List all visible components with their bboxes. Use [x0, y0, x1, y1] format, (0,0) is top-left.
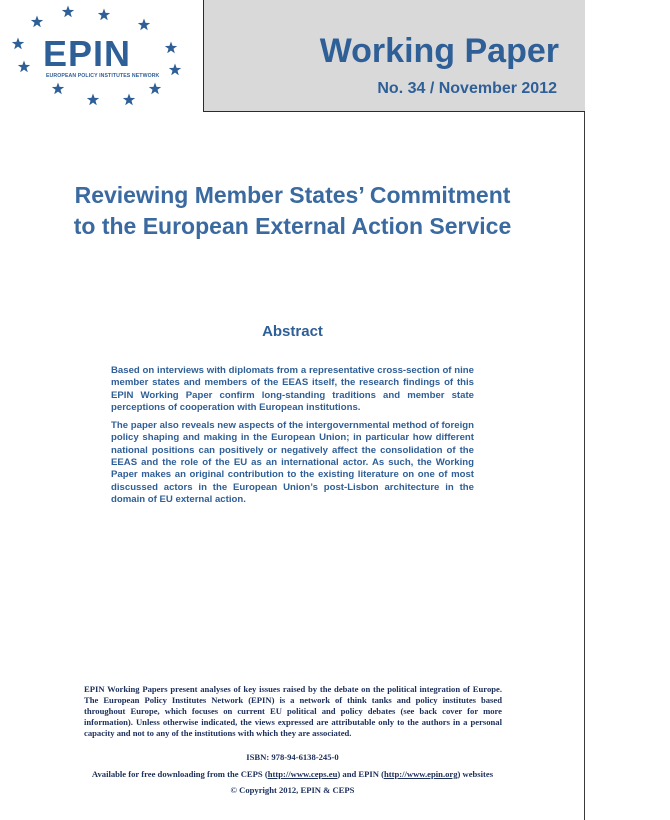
star-icon	[18, 61, 30, 73]
ceps-link[interactable]: http://www.ceps.eu	[267, 769, 338, 779]
abstract-heading: Abstract	[262, 323, 323, 340]
abstract-body	[111, 365, 474, 512]
star-icon	[12, 38, 24, 50]
star-icon	[52, 83, 64, 95]
paper-title-line: Reviewing Member States’ Commitment	[74, 182, 511, 208]
star-icon	[87, 94, 99, 106]
abstract-paragraph: The paper also reveals new aspects of the intergovernmental method of foreign policy shaping and making in the European Union; in particular how different national positions can positively or negatively affect the consolidation of the EEAS and the role of the EU as an international actor. As such, the Working Paper makes an original contribution to the existing literature on one of most discussed actors in the European Union’s post-Lisbon architecture in the domain of EU external action.	[111, 420, 474, 505]
star-icon	[31, 16, 43, 28]
availability-text: ) and EPIN (	[337, 769, 384, 779]
page-header	[0, 0, 585, 112]
isbn: ISBN: 978-94-6138-245-0	[246, 752, 339, 762]
epin-link[interactable]: http://www.epin.org	[383, 769, 458, 779]
logo-wordmark: EPIN	[43, 33, 132, 74]
series-title-box	[204, 0, 585, 111]
epin-logo	[0, 0, 204, 112]
issue-number: No. 34 / November 2012	[377, 80, 557, 97]
paper-title	[0, 180, 585, 242]
star-icon	[123, 94, 135, 106]
availability-text: Available for free downloading from the CEPS (	[91, 769, 268, 779]
logo-subtitle: EUROPEAN POLICY INSTITUTES NETWORK	[46, 73, 160, 79]
star-icon	[98, 9, 110, 21]
star-icon	[169, 64, 181, 76]
series-description: EPIN Working Papers present analyses of key issues raised by the debate on the political integration of Europe. The European Policy Institutes Network (EPIN) is a network of think tanks and policy institutes based throughout Europe, which focuses on current EU political and policy debates (see back cover for more information). Unless otherwise indicated, the views expressed are attributable only to the authors in a personal capacity and not to any of the institutions with which they are associated.	[84, 684, 502, 738]
series-title: Working Paper	[319, 32, 559, 70]
star-icon	[149, 83, 161, 95]
star-icon	[165, 42, 177, 54]
star-icon	[138, 19, 150, 31]
availability-text: ) websites	[457, 769, 494, 779]
copyright: © Copyright 2012, EPIN & CEPS	[230, 785, 355, 795]
abstract-paragraph: Based on interviews with diplomats from a representative cross-section of nine member states and members of the EEAS itself, the research findings of this EPIN Working Paper confirm long-standing traditions and member state perceptions of cooperation with European institutions.	[111, 365, 474, 413]
paper-title-line: to the European External Action Service	[73, 213, 512, 239]
star-icon	[62, 6, 74, 18]
availability-line	[0, 769, 585, 779]
